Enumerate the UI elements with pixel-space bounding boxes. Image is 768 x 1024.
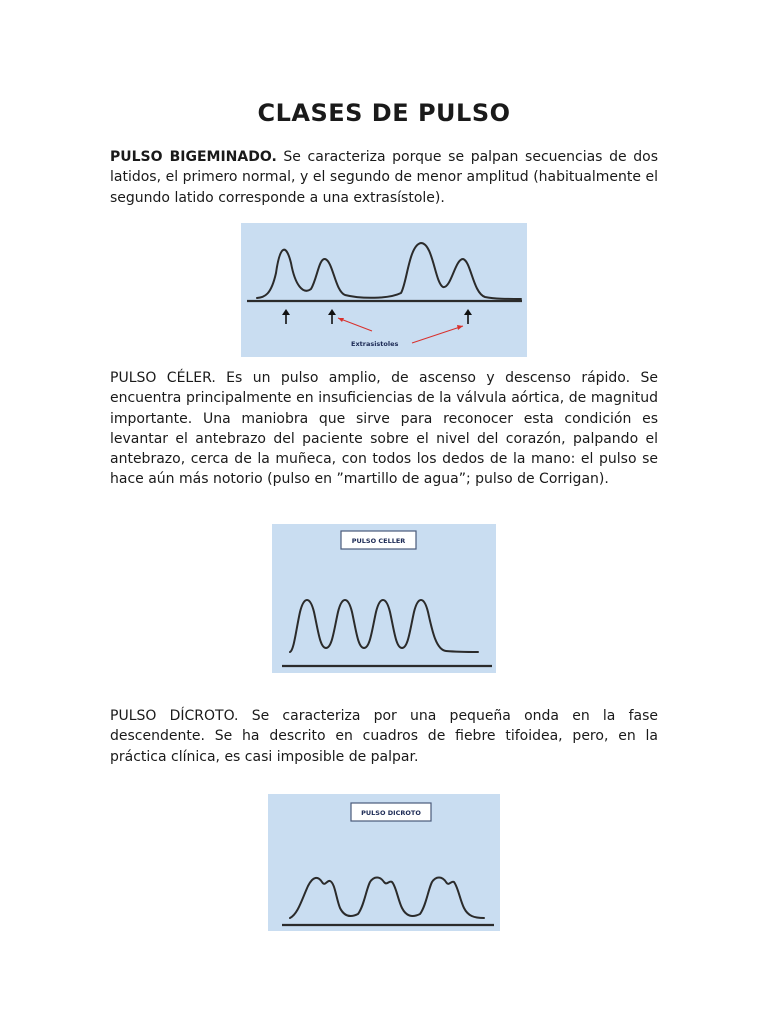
beat-arrow-icon (282, 309, 290, 324)
dicrotic-waveform (290, 878, 484, 919)
figure-celer-pulse (272, 524, 496, 673)
extrasystole-arrow-icon (464, 309, 472, 324)
heading-bigeminado: PULSO BIGEMINADO. (110, 149, 277, 165)
paragraph-bigeminado (110, 147, 658, 208)
page-title: CLASES DE PULSO (257, 99, 511, 127)
bigeminal-waveform (257, 243, 521, 299)
text-dicroto: . Se caracteriza por una pequeña onda en la fase descendente. Se ha descrito en cuadros de fiebre tifoidea, pero, en la práctica clínica, es casi imposible de palpar. (110, 708, 659, 765)
paragraph-dicroto (110, 706, 658, 767)
celer-pulse-diagram (272, 524, 496, 673)
text-celer: . Es un pulso amplio, de ascenso y descenso rápido. Se encuentra principalmente en insuficiencias de la válvula aórtica, de magnitud importante. Una maniobra que sirve para reconocer esta condición es levantar el antebrazo del paciente sobre el nivel del corazón, palpando el antebrazo, cerca de la muñeca, con todos los dedos de la mano: el pulso se hace aún más notorio (pulso en ”martillo de agua”; pulso de Corrigan). (110, 370, 658, 488)
annotation-pointer (338, 318, 372, 331)
heading-celer: PULSO CÉLER (110, 370, 212, 386)
dicroto-label: PULSO DICROTO (361, 809, 421, 817)
dicrotic-pulse-diagram (268, 794, 500, 931)
text-bigeminado: Se caracteriza porque se palpan secuencias de dos latidos, el primero normal, y el segundo de menor amplitud (habitualmente el segundo latido corresponde a una extrasístole). (110, 149, 658, 206)
celer-waveform (290, 600, 478, 652)
extrasystole-arrow-icon (328, 309, 336, 324)
annotation-pointer (412, 326, 463, 343)
figure-bigeminal-pulse (241, 223, 527, 357)
celer-label: PULSO CELLER (351, 537, 406, 545)
figure-dicrotic-pulse (268, 794, 500, 931)
paragraph-celer (110, 368, 658, 490)
bigeminal-pulse-diagram (241, 223, 527, 357)
extrasistoles-label: Extrasistoles (351, 340, 399, 348)
heading-dicroto: PULSO DÍCROTO (110, 708, 235, 724)
